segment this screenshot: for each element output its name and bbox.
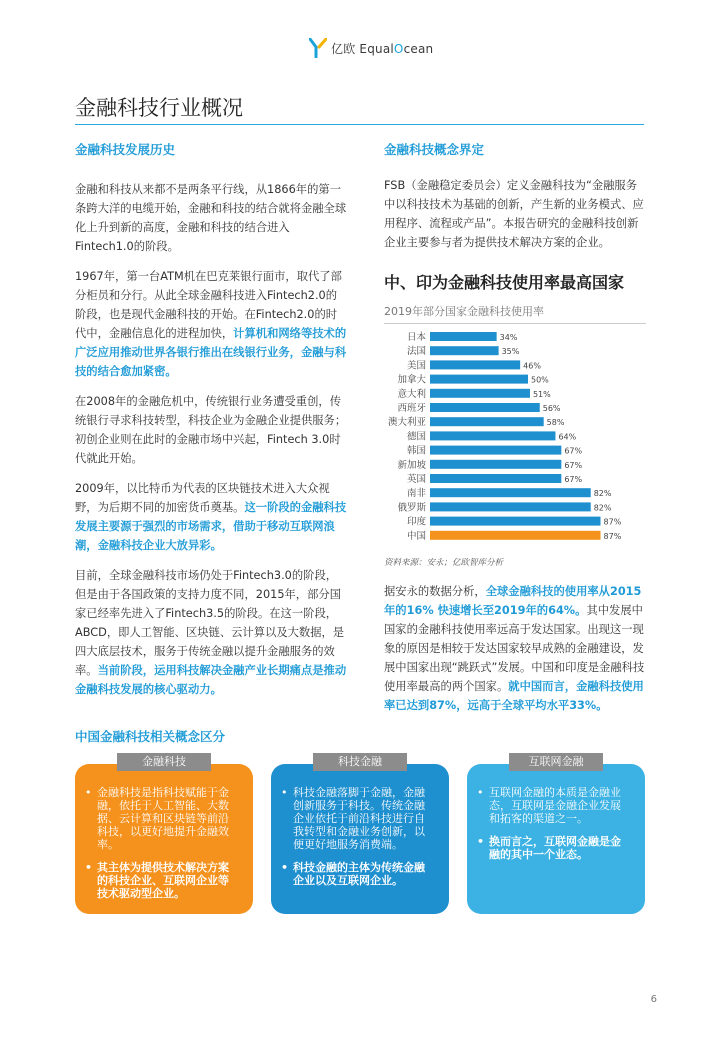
category-label: 南非 <box>406 488 426 500</box>
chart-title: 2019年部分国家金融科技使用率 <box>384 305 544 318</box>
bar <box>430 332 497 341</box>
card-fintech-tab: 金融科技 <box>117 753 211 771</box>
concept-heading: 金融科技概念界定 <box>384 142 485 157</box>
card-techfinance-point-1: • 科技金融落脚于金融，金融创新服务于科技。传统金融企业依托于前沿科技进行自我转型和金融业务创新，以便更好地服务消费端。 <box>293 786 435 851</box>
value-label: 82% <box>593 503 612 513</box>
brand-logo <box>309 38 433 58</box>
card-internetfinance-point-1: • 互联网金融的本质是金融业态，互联网是金融企业发展和拓客的渠道之一。 <box>489 786 631 825</box>
category-label: 俄罗斯 <box>397 502 426 514</box>
value-label: 82% <box>593 489 612 499</box>
bar <box>430 375 528 384</box>
bar <box>430 346 499 355</box>
bar <box>430 502 591 511</box>
value-label: 56% <box>542 404 561 413</box>
category-label: 韩国 <box>406 445 426 457</box>
category-label: 英国 <box>406 474 426 485</box>
bar <box>430 531 601 540</box>
bar <box>430 460 561 469</box>
history-paragraph-2: 1967年，第一台ATM机在巴克莱银行面市，取代了部分柜员和分行。从此全球金融科技进入Fintech2.0的阶段，也是现代金融科技的开始。在Fintech2.0的时代中，金融信息化的进程加快，计算机和网络等技术的广泛应用推动世界各银行推出在线银行业务，金融与科技的结合愈加紧密。 <box>75 270 347 378</box>
equalocean-logo-icon <box>309 38 327 58</box>
history-heading: 金融科技发展历史 <box>75 142 176 157</box>
concepts-heading: 中国金融科技相关概念区分 <box>75 729 226 744</box>
title-divider <box>75 124 644 125</box>
category-label: 新加坡 <box>397 459 426 471</box>
bar <box>430 431 555 440</box>
bar <box>430 360 520 369</box>
chart-heading: 中、印为金融科技使用率最高国家 <box>384 273 625 292</box>
history-paragraph-5: 目前，全球金融科技市场仍处于Fintech3.0的阶段，但是由于各国政策的支持力度不同，2015年，部分国家已经率先进入了Fintech3.5的阶段。在这一阶段，ABCD，即人工智能、区块链、云计算以及大数据，是四大底层技术，服务于传统金融以提升金融服务的效率。当前阶段，运用科技解决金融产业长期痛点是推动金融科技发展的核心驱动力。 <box>75 569 347 696</box>
history-text <box>75 180 347 710</box>
category-label: 法国 <box>406 346 426 358</box>
usage-rate-bar-chart <box>384 330 646 545</box>
value-label: 67% <box>564 475 583 484</box>
analysis-text: 据安永的数据分析，全球金融科技的使用率从2015年的16% 快速增长至2019年的64%。其中发展中国家的金融科技使用率远高于发达国家。出现这一现象的原因是相较于发达国家较早成熟的金融建设，发展中国家出现“跳跃式”发展。中国和印度是金融科技使用率最高的两个国家。就中国而言，金融科技使用率已达到87%，远高于全球平均水平33%。 <box>384 585 645 712</box>
value-label: 50% <box>531 375 549 385</box>
bar <box>430 417 544 426</box>
value-label: 67% <box>564 446 583 456</box>
history-paragraph-1: 金融和科技从来都不是两条平行线，从1866年的第一条跨大洋的电缆开始，金融和科技的结合就将金融全球化上升到新的高度，金融和科技的结合进入Fintech1.0的阶段。 <box>75 183 347 253</box>
bar <box>430 488 591 497</box>
card-internetfinance-tab: 互联网金融 <box>509 753 603 771</box>
category-label: 印度 <box>406 516 426 528</box>
value-label: 87% <box>603 517 622 527</box>
category-label: 中国 <box>406 530 426 542</box>
card-fintech-point-1: • 金融科技是指科技赋能于金融，依托于人工智能、大数据、云计算和区块链等前沿科技，以更好地提升金融效率。 <box>97 786 239 851</box>
card-fintech-point-2: • 其主体为提供技术解决方案的科技企业、互联网企业等技术驱动型企业。 <box>97 861 239 900</box>
chart-divider <box>384 323 646 324</box>
history-paragraph-4: 2009年，以比特币为代表的区块链技术进入大众视野，为后期不同的加密货币奠基。这一阶段的金融科技发展主要源于强烈的市场需求，借助于移动互联网浪潮，金融科技企业大放异彩。 <box>75 482 347 552</box>
value-label: 64% <box>558 432 577 442</box>
category-label: 西班牙 <box>397 403 426 414</box>
value-label: 34% <box>499 333 518 342</box>
category-label: 加拿大 <box>397 374 426 386</box>
history-paragraph-3: 在2008年的金融危机中，传统银行业务遭受重创，传统银行寻求科技转型，科技企业为金融企业提供服务；初创企业则在此时的金融市场中兴起，Fintech 3.0时代就此开始。 <box>75 395 347 465</box>
bar <box>430 389 530 398</box>
page-title: 金融科技行业概况 <box>75 96 243 120</box>
card-internetfinance-point-2: • 换而言之，互联网金融是金融的其中一个业态。 <box>489 835 631 861</box>
bar <box>430 517 601 526</box>
category-label: 意大利 <box>397 388 426 400</box>
bar <box>430 474 561 483</box>
category-label: 德国 <box>406 431 426 443</box>
value-label: 35% <box>501 347 520 357</box>
card-fintech <box>75 764 253 914</box>
page-number: 6 <box>650 994 657 1005</box>
concept-text: FSB（金融稳定委员会）定义金融科技为“金融服务中以科技技术为基础的创新，产生新的业务模式、应用程序、流程或产品”。本报告研究的金融科技创新企业主要参与者为提供技术解决方案的企业。 <box>384 179 644 249</box>
card-techfinance-tab: 科技金融 <box>313 753 407 771</box>
bar <box>430 403 540 412</box>
category-label: 美国 <box>406 360 426 372</box>
value-label: 87% <box>603 531 622 541</box>
bar <box>430 446 561 455</box>
value-label: 46% <box>523 361 541 371</box>
value-label: 51% <box>532 389 551 399</box>
category-label: 澳大利亚 <box>387 417 426 429</box>
card-techfinance <box>271 764 449 914</box>
category-label: 日本 <box>406 332 426 343</box>
value-label: 58% <box>546 418 565 428</box>
card-techfinance-point-2: • 科技金融的主体为传统金融企业以及互联网企业。 <box>293 861 435 887</box>
logo-text: 亿欧 EqualOcean <box>331 41 434 56</box>
value-label: 67% <box>564 460 583 470</box>
chart-source: 资料来源：安永；亿欧智库分析 <box>384 558 504 568</box>
card-internetfinance <box>467 764 645 914</box>
